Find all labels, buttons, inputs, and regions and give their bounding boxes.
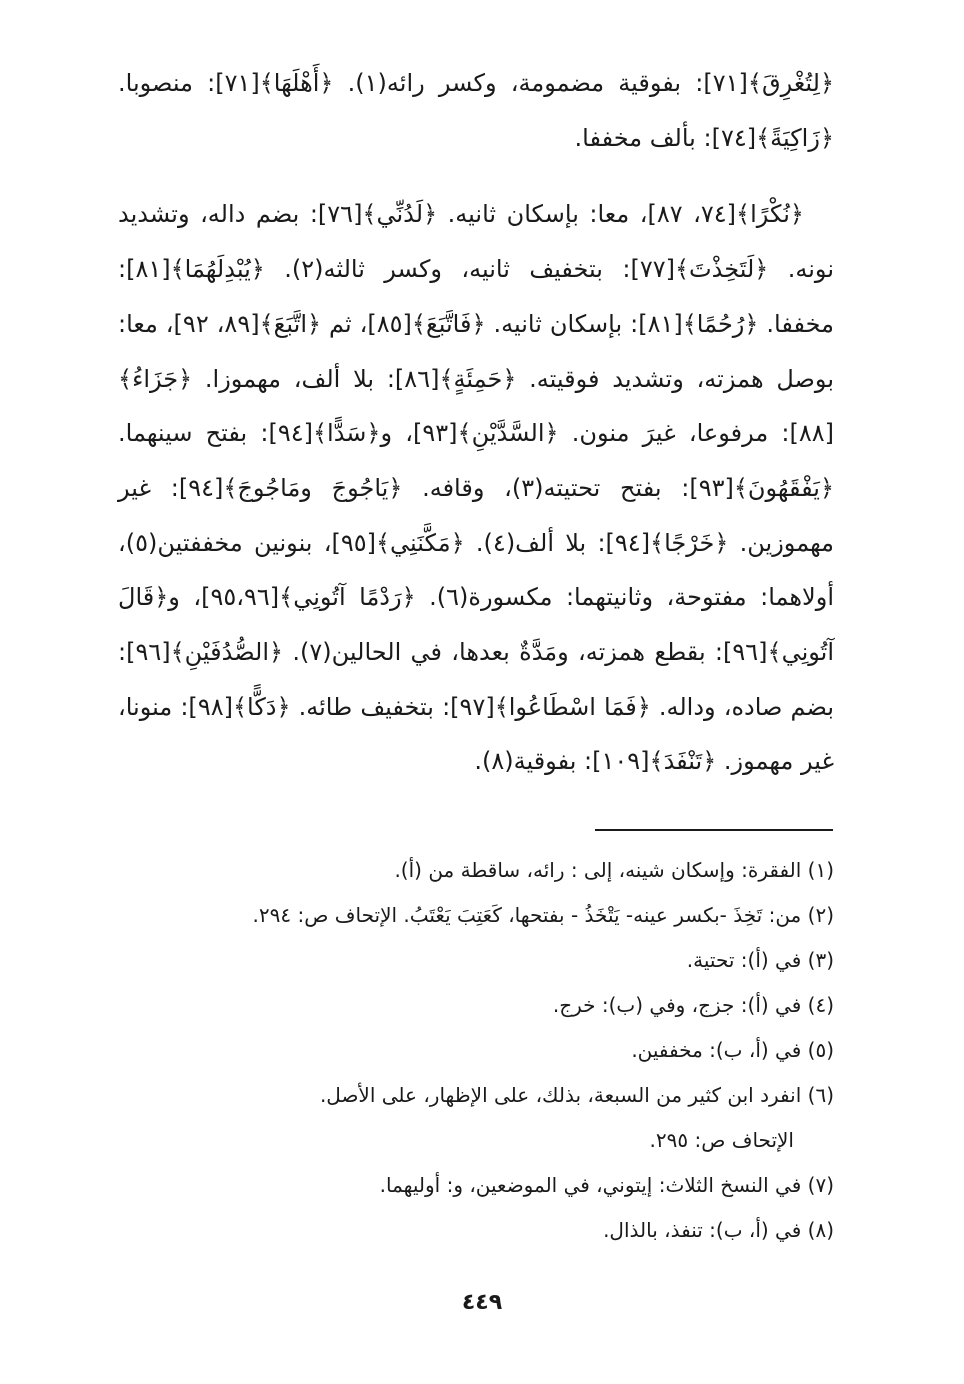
footnote-6-continuation: الإتحاف ص: ٢٩٥. [649,1128,794,1152]
footnote-4: (٤) في (أ): جزج، وفي (ب): خرج. [552,993,834,1017]
footnote-separator [595,829,833,831]
footnote-3: (٣) في (أ): تحتية. [686,948,834,972]
paragraph-1: ﴿لِتُغْرِقَ﴾[٧١]: بفوقية مضمومة، وكسر رائه(١). ﴿أَهْلَهَا﴾[٧١]: منصوبا. ﴿زَاكِيَةً﴾[٧٤]: بألف مخففا. [118,69,835,152]
footnote-2: (٢) من: تَخِذَ -بكسر عينه- يَتْخَذُ - بفتحها، كَعَتِبَ يَعْتَبُ. الإتحاف ص: ٢٩٤. [252,903,834,927]
footnote-5: (٥) في (أ، ب): مخففين. [631,1038,834,1062]
footnotes [118,848,834,1253]
paragraph-2: ﴿نُكْرًا﴾[٧٤، ٨٧]، معا: بإسكان ثانيه. ﴿لَدُنِّي﴾[٧٦]: بضم داله، وتشديد نونه. ﴿لَتَخِذْتَ﴾[٧٧]: بتخفيف ثانيه، وكسر ثالثه(٢). ﴿يُبْدِلَهُمَا﴾[٨١]: مخففا. ﴿رُحُمًا﴾[٨١]: بإسكان ثانيه. ﴿فَاتَّبَعَ﴾[٨٥]، ثم ﴿اتَّبَعَ﴾[٨٩، ٩٢]، معا: بوصل همزته، وتشديد فوقيته. ﴿حَمِئَةٍ﴾[٨٦]: بلا ألف، مهموزا. ﴿جَزَاءُ﴾[٨٨]: مرفوعا، غيرَ منون. ﴿السَّدَّيْنِ﴾[٩٣]، و﴿سَدًّا﴾[٩٤]: بفتح سينهما. ﴿يَفْقَهُونَ﴾[٩٣]: بفتح تحتيته(٣)، وقافه. ﴿يَاجُوجَ ومَاجُوجَ﴾[٩٤]: غير مهموزين. ﴿خَرْجًا﴾[٩٤]: بلا ألف(٤). ﴿مَكَّنَنِي﴾[٩٥]، بنونين مخففتين(٥)، أولاهما: مفتوحة، وثانيتهما: مكسورة(٦). ﴿رَدْمًا آتُونِي﴾[٩٥،٩٦]، و﴿قَالَ آتُونِي﴾[٩٦]: بقطع همزته، ومَدَّةٌ بعدها، في الحالين(٧). ﴿الصُّدُفَيْنِ﴾[٩٦]: بضم صاده، وداله. ﴿فَمَا اسْطَاعُوا﴾[٩٧]: بتخفيف طائه. ﴿دَكًّا﴾[٩٨]: منونا، غير مهموز. ﴿تَنْفَدَ﴾[١٠٩]: بفوقية(٨). [118,200,835,776]
page-number: ٤٤٩ [461,1290,503,1315]
footnote-6: (٦) انفرد ابن كثير من السبعة، بذلك، على الإظهار، على الأصل. [319,1083,834,1107]
footnote-8: (٨) في (أ، ب): تنفذ، بالذال. [603,1218,834,1242]
main-text-body [118,56,834,789]
paragraph-gap [118,165,834,187]
footnote-7: (٧) في النسخ الثلاث: إيتوني، في الموضعين، و: أوليهما. [379,1173,834,1197]
footnote-1: (١) الفقرة: وإسكان شينه، إلى : رائه، ساقطة من (أ). [394,858,834,882]
